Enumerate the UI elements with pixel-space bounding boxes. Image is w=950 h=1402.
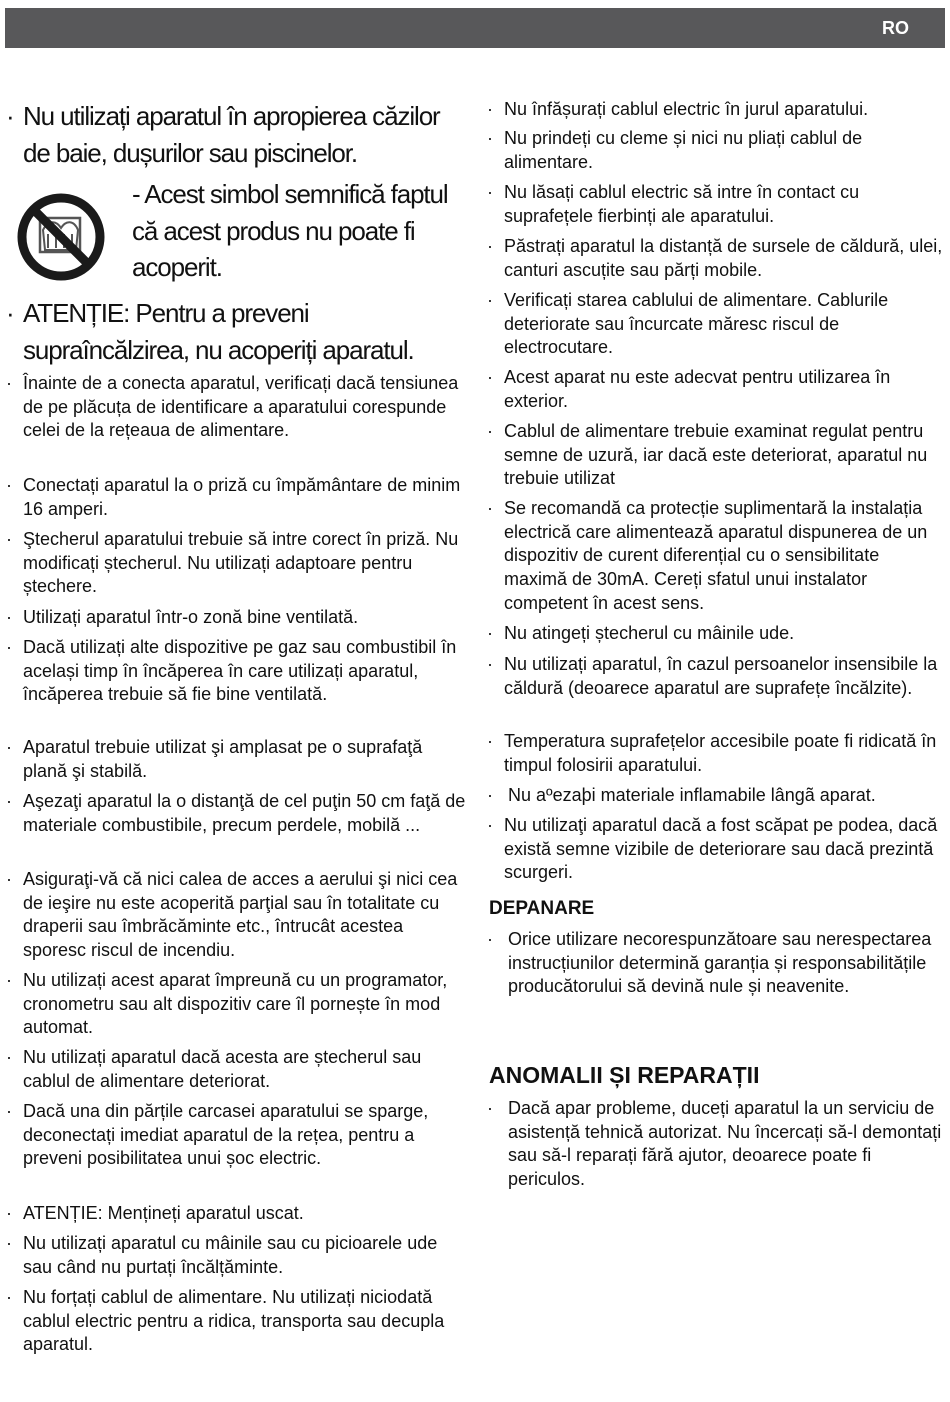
list-item [6,474,468,521]
list-item [487,1097,945,1192]
bullet: · [487,290,493,310]
bullet: · [6,637,12,657]
bullet: · [487,498,493,518]
list-item [6,528,468,599]
do-not-cover-icon [16,192,106,282]
header-bar [5,8,945,48]
list-item [487,622,945,646]
list-item [6,606,468,630]
bullet: · [6,970,12,990]
list-item-text: Nu utilizaţi aparatul dacă a fost scăpat pe podea, dacă există semne vizibile de deteriorare sau dacă prezintă scurgeri. [504,815,938,883]
list-item [6,969,468,1040]
list-item [487,497,945,616]
warning-bath-text: Nu utilizați aparatul în apropierea căzilor de baie, dușurilor sau piscinelor. [23,101,440,168]
list-item [6,372,468,443]
symbol-description: - Acest simbol semnifică faptul că acest produs nu poate fi acoperit. [132,179,448,282]
list-item [487,784,945,808]
bullet: · [6,101,14,131]
list-item-text: ATENȚIE: Mențineți aparatul uscat. [23,1203,304,1223]
bullet: · [487,731,493,751]
do-not-cover-symbol-row [16,176,466,286]
list-item [487,235,945,282]
list-item-text: Aparatul trebuie utilizat şi amplasat pe o suprafaţă plană şi stabilă. [23,737,423,781]
list-item [6,1232,468,1279]
list-item [487,127,945,174]
list-item [6,1100,468,1171]
list-item [487,366,945,413]
bullet: · [487,1098,493,1118]
list-item [6,1046,468,1093]
list-item [487,928,945,999]
list-item [487,289,945,360]
list-item [487,98,945,122]
list-item-text: Nu prindeți cu cleme și nici nu pliați cablul de alimentare. [504,128,863,172]
list-item [6,736,468,783]
list-item-text: Nu utilizați aparatul, în cazul persoanelor insensibile la căldură (deoarece aparatul are suprafețe încălzite). [504,654,938,698]
list-item-text: Orice utilizare necorespunzătoare sau nerespectarea instrucțiunilor determină garanția și responsabilitățile producătorului să devină nule și neavenite. [508,929,932,997]
bullet: · [6,1233,12,1253]
bullet: · [6,475,12,495]
bullet: · [487,182,493,202]
bullet: · [487,236,493,256]
bullet: · [6,298,14,328]
list-item [6,868,468,963]
anomalii-heading: ANOMALII ȘI REPARAȚII [489,1062,760,1088]
list-item-text: Nu aºezaþi materiale inflamabile lângã aparat. [508,785,876,805]
bullet: · [6,1101,12,1121]
bullet: · [487,623,493,643]
warning-overheat-text: ATENȚIE: Pentru a preveni supraîncălzirea, nu acoperiți aparatul. [23,298,414,365]
list-item-text: Verificați starea cablului de alimentare. Cablurile deteriorate sau încurcate măresc riscul de electrocutare. [504,290,889,358]
list-item-text: Acest aparat nu este adecvat pentru utilizarea în exterior. [504,367,891,411]
language-code: RO [882,18,909,38]
bullet: · [487,785,493,805]
list-item-text: Cablul de alimentare trebuie examinat regulat pentru semne de uzură, iar dacă este deteriorat, aparatul nu trebuie utilizat [504,421,928,489]
bullet: · [487,99,493,119]
bullet: · [6,607,12,627]
bullet: · [6,373,12,393]
list-item-text: Asiguraţi-vă că nici calea de acces a aerului şi nici cea de ieşire nu este acoperită parţial sau în totalitate cu draperii sau îmbrăcăminte etc., întrucât acestea sporesc riscul de incendiu. [23,869,458,961]
list-item [487,814,945,885]
list-item [6,1202,468,1226]
list-item-text: Nu utilizați aparatul cu mâinile sau cu picioarele ude sau când nu purtați încălțăminte. [23,1233,438,1277]
bullet: · [487,367,493,387]
list-item [487,420,945,491]
list-item [487,181,945,228]
list-item [6,636,468,707]
list-item-text: Ştecherul aparatului trebuie să intre corect în priză. Nu modificați ștecherul. Nu utilizați adaptoare pentru ștechere. [23,529,459,597]
list-item-text: Nu forțați cablul de alimentare. Nu utilizați niciodată cablul electric pentru a ridica, transporta sau decupla aparatul. [23,1287,445,1355]
list-item [6,1286,468,1357]
bullet: · [6,737,12,757]
list-item-text: Aşezaţi aparatul la o distanţă de cel puţin 50 cm faţă de materiale combustibile, precum perdele, mobilă ... [23,791,466,835]
bullet: · [6,1203,12,1223]
bullet: · [6,869,12,889]
list-item-text: Dacă una din părțile carcasei aparatului se sparge, deconectați imediat aparatul de la rețea, pentru a preveni posibilitatea unui șoc electric. [23,1101,429,1169]
list-item-text: Nu utilizați acest aparat împreună cu un programator, cronometru sau alt dispozitiv care îl pornește în mod automat. [23,970,448,1038]
bullet: · [487,815,493,835]
list-item [487,730,945,777]
bullet: · [487,421,493,441]
list-item-text: Se recomandă ca protecție suplimentară la instalația electrică care alimentează aparatul dispunerea de un dispozitiv de curent diferențial cu o sensibilitate maximă de 30mA. Cereți sfatul unui instalator competent în acest sens. [504,498,928,613]
depanare-heading: DEPANARE [489,898,595,919]
list-item-text: Nu atingeți ștecherul cu mâinile ude. [504,623,795,643]
list-item-text: Dacă utilizați alte dispozitive pe gaz sau combustibil în același timp în încăperea în care utilizați aparatul, încăperea trebuie să fie bine ventilată. [23,637,457,705]
list-item-text: Conectați aparatul la o priză cu împământare de minim 16 amperi. [23,475,461,519]
bullet: · [6,1047,12,1067]
bullet: · [487,128,493,148]
warning-bath-item [6,98,468,171]
bullet: · [487,929,493,949]
list-item-text: Păstrați aparatul la distanță de sursele de căldură, ulei, canturi ascuțite sau părți mobile. [504,236,943,280]
bullet: · [6,529,12,549]
list-item-text: Dacă apar probleme, duceți aparatul la un serviciu de asistență tehnică autorizat. Nu încercați să-l demontați sau să-l reparați fără ajutor, deoarece poate fi periculos. [508,1098,942,1190]
list-item-text: Înainte de a conecta aparatul, verificați dacă tensiunea de pe plăcuța de identificare a aparatului corespunde celei de la rețeaua de alimentare. [23,373,459,441]
list-item [6,790,468,837]
list-item-text: Temperatura suprafețelor accesibile poate fi ridicată în timpul folosirii aparatului. [504,731,937,775]
list-item-text: Nu utilizați aparatul dacă acesta are ștecherul sau cablul de alimentare deteriorat. [23,1047,422,1091]
list-item [487,653,945,700]
bullet: · [6,1287,12,1307]
bullet: · [487,654,493,674]
list-item-text: Nu lăsați cablul electric să intre în contact cu suprafețele fierbinți ale aparatului. [504,182,860,226]
list-item-text: Utilizați aparatul într-o zonă bine ventilată. [23,607,359,627]
bullet: · [6,791,12,811]
list-item-text: Nu înfășurați cablul electric în jurul aparatului. [504,99,869,119]
warning-overheat-item [6,295,468,368]
